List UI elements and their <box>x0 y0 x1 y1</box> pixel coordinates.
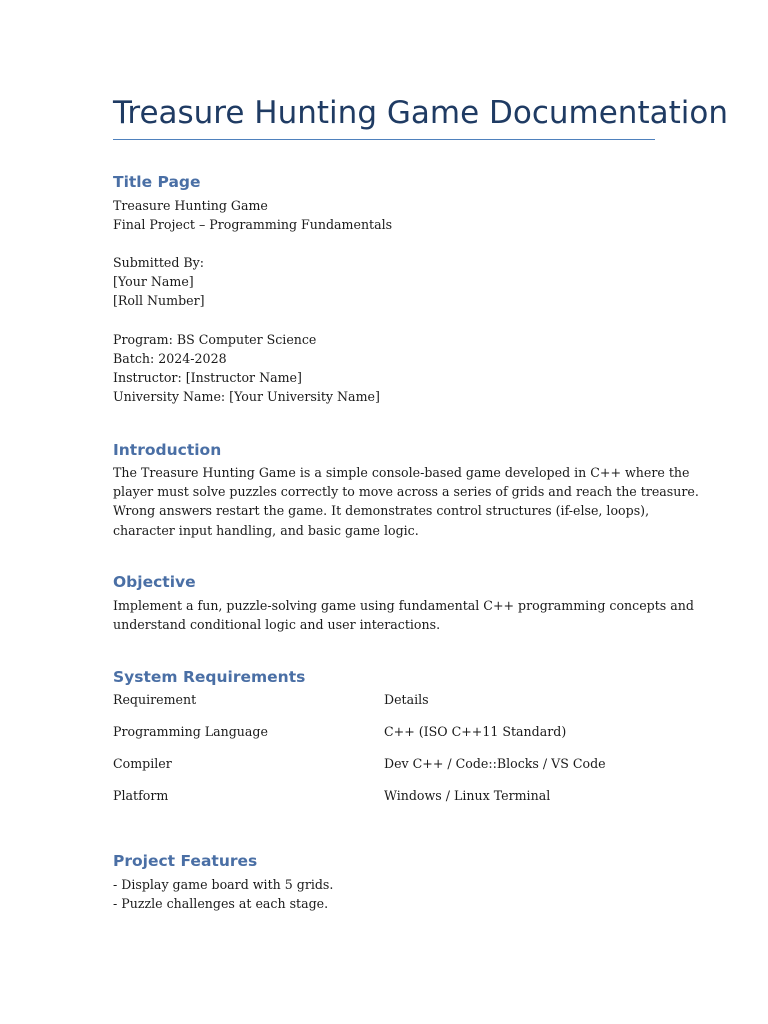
introduction-line: The Treasure Hunting Game is a simple console-based game developed in C++ where the <box>113 465 690 480</box>
document-title: Treasure Hunting Game Documentation <box>113 95 728 131</box>
requirements-header-details: Details <box>384 692 429 707</box>
requirements-cell-details: Dev C++ / Code::Blocks / VS Code <box>384 756 606 771</box>
introduction-line: character input handling, and basic game logic. <box>113 523 419 538</box>
title-underline <box>113 139 655 140</box>
requirements-header-requirement: Requirement <box>113 692 197 707</box>
feature-list-item: - Display game board with 5 grids. <box>113 877 334 892</box>
title-page-line: Instructor: [Instructor Name] <box>113 370 302 385</box>
heading-system-requirements: System Requirements <box>113 668 306 686</box>
objective-line: Implement a fun, puzzle-solving game using fundamental C++ programming concepts and <box>113 598 694 613</box>
feature-list-item: - Puzzle challenges at each stage. <box>113 896 329 911</box>
introduction-line: player must solve puzzles correctly to move across a series of grids and reach the treasure. <box>113 484 699 499</box>
heading-introduction: Introduction <box>113 441 222 459</box>
title-page-line: Program: BS Computer Science <box>113 332 317 347</box>
title-page-line: Treasure Hunting Game <box>113 198 268 213</box>
requirements-cell-requirement: Programming Language <box>113 724 268 739</box>
heading-title-page: Title Page <box>113 173 201 191</box>
title-page-line: [Roll Number] <box>113 293 205 308</box>
objective-line: understand conditional logic and user interactions. <box>113 617 441 632</box>
requirements-cell-requirement: Compiler <box>113 756 172 771</box>
title-page-line: [Your Name] <box>113 274 194 289</box>
requirements-cell-details: Windows / Linux Terminal <box>384 788 551 803</box>
title-page-line: Submitted By: <box>113 255 205 270</box>
introduction-line: Wrong answers restart the game. It demonstrates control structures (if-else, loops), <box>113 503 650 518</box>
title-page-line: University Name: [Your University Name] <box>113 389 380 404</box>
title-page-line: Final Project – Programming Fundamentals <box>113 217 393 232</box>
title-page-line: Batch: 2024-2028 <box>113 351 227 366</box>
requirements-cell-details: C++ (ISO C++11 Standard) <box>384 724 567 739</box>
heading-objective: Objective <box>113 573 196 591</box>
heading-project-features: Project Features <box>113 852 258 870</box>
requirements-cell-requirement: Platform <box>113 788 169 803</box>
